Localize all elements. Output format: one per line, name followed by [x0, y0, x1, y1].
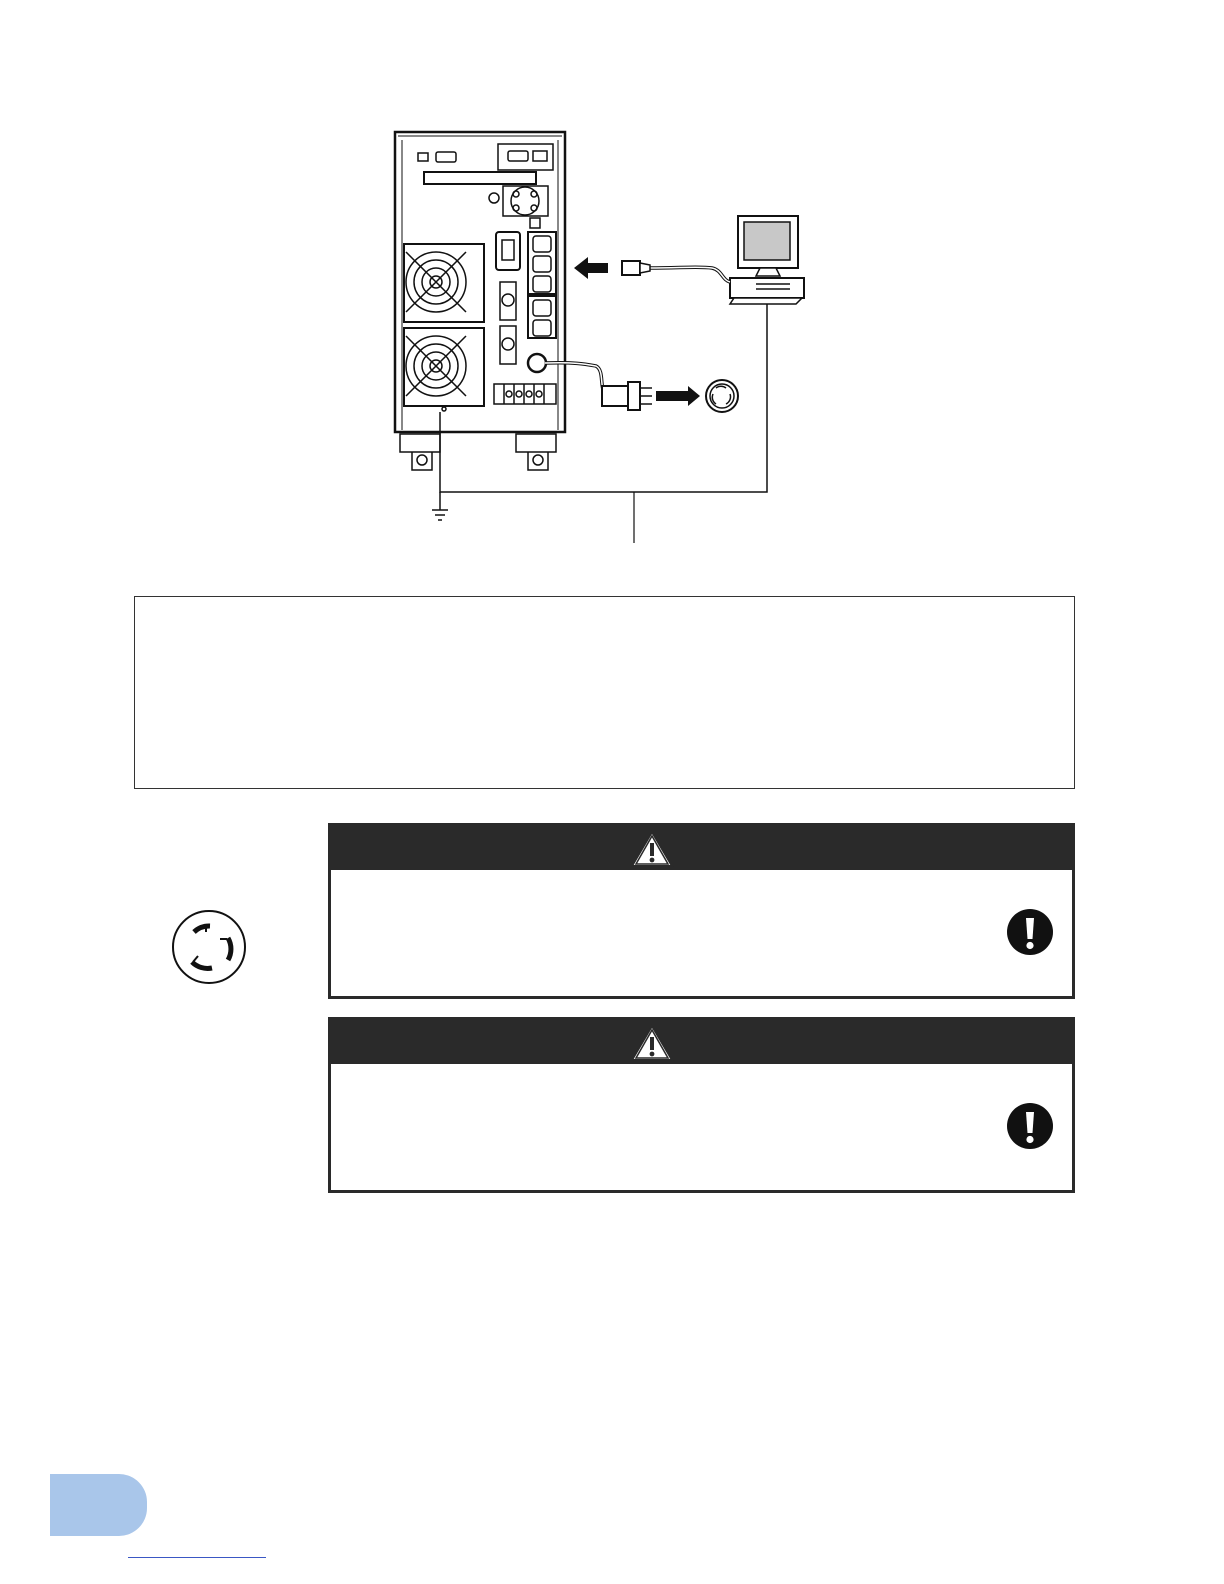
warning-triangle-icon — [629, 829, 675, 869]
warning-panel — [328, 823, 1075, 999]
insert-arrow-icon — [656, 386, 700, 406]
connection-diagram — [0, 0, 1224, 560]
ground-symbol — [432, 510, 448, 520]
connect-arrow-icon — [574, 257, 608, 279]
twist-lock-receptacle-icon — [170, 908, 248, 986]
mandatory-action-icon — [1006, 908, 1054, 956]
warning-body — [331, 1064, 1072, 1191]
warning-body — [331, 870, 1072, 997]
footer-rule — [128, 1557, 266, 1558]
warning-header-bar — [331, 1020, 1072, 1064]
page-number-tab — [50, 1474, 147, 1536]
mandatory-action-icon — [1006, 1102, 1054, 1150]
warning-triangle-icon — [629, 1023, 675, 1063]
ups-rear-panel — [395, 132, 565, 470]
warning-panel — [328, 1017, 1075, 1193]
warning-header-bar — [331, 826, 1072, 870]
note-box — [134, 596, 1075, 789]
personal-computer — [730, 216, 804, 304]
wall-receptacle — [706, 380, 738, 412]
power-plug — [602, 382, 652, 410]
